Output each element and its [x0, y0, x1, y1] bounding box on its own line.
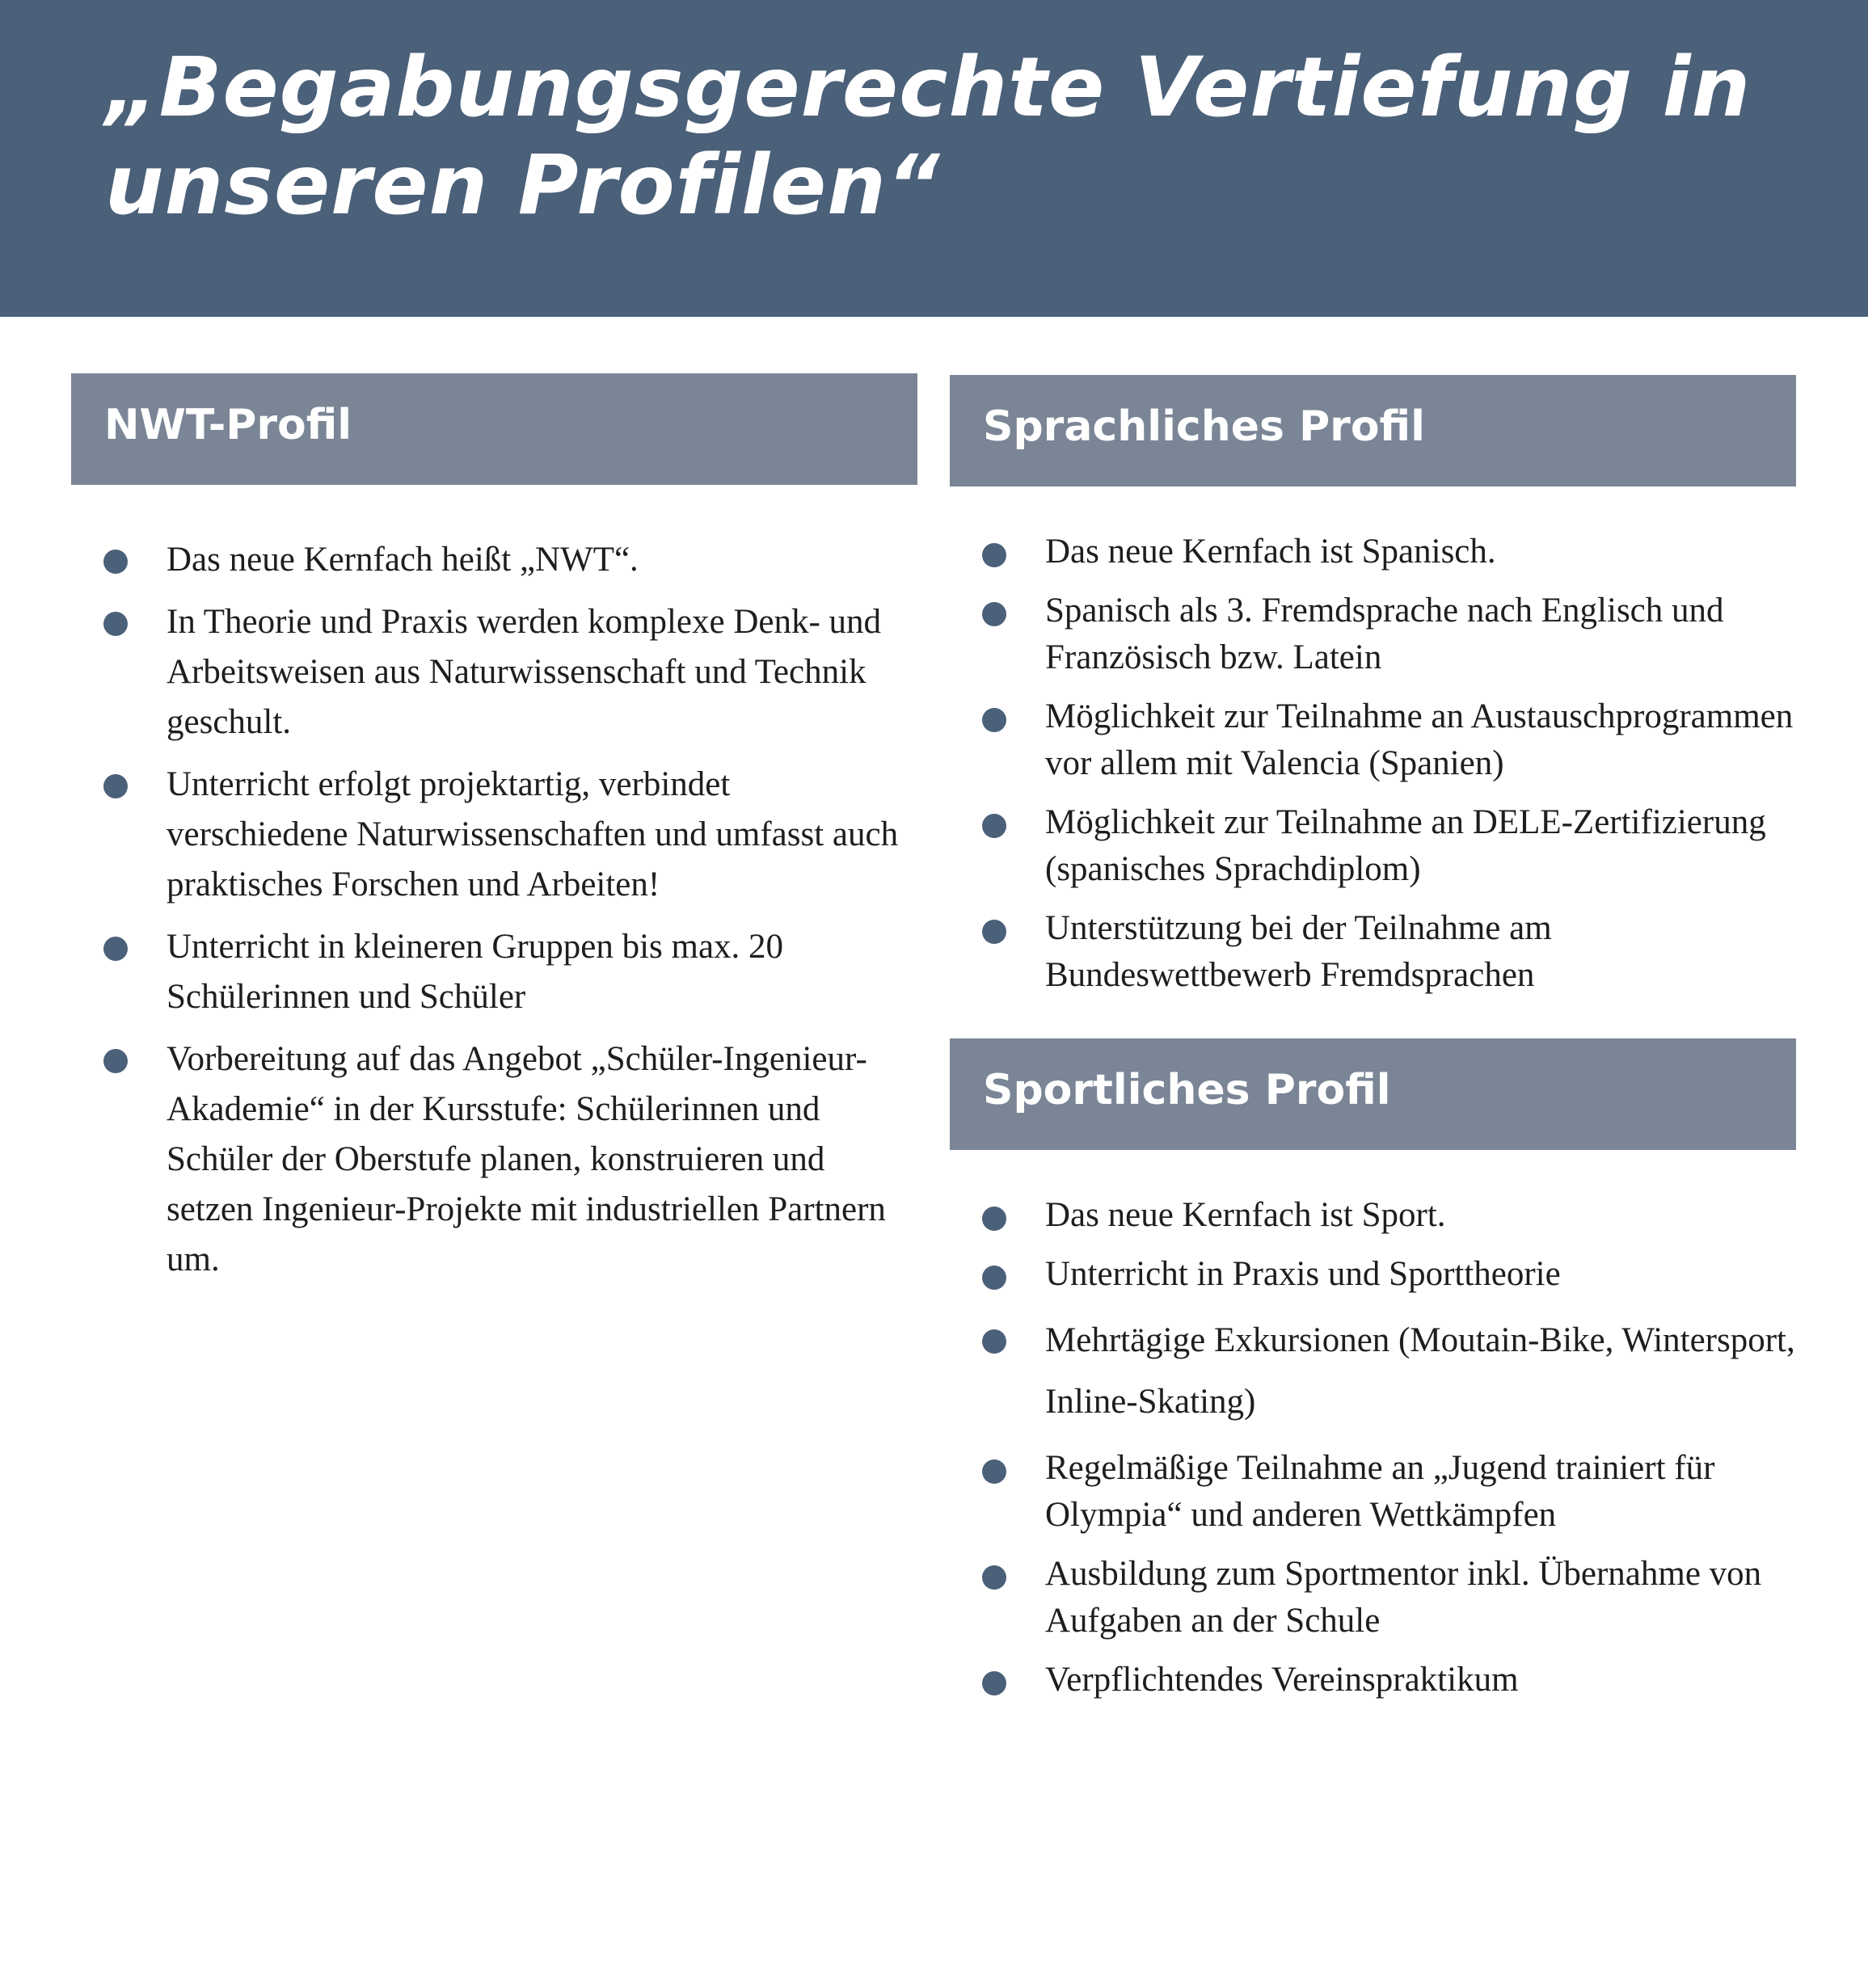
bullet-icon	[982, 708, 1006, 732]
section-title-sportlich: Sportliches Profil	[983, 1066, 1391, 1114]
bullet-icon	[982, 543, 1006, 567]
bullet-icon	[103, 612, 128, 636]
list-item	[982, 1445, 1796, 1539]
bullet-icon	[103, 1049, 128, 1073]
section-header-sprachlich	[950, 375, 1796, 486]
list-item	[103, 922, 917, 1022]
list-item	[103, 760, 917, 910]
bullet-icon	[103, 774, 128, 798]
list-item	[982, 1657, 1796, 1704]
bullet-icon	[982, 814, 1006, 838]
bullet-list-nwt	[103, 535, 917, 1297]
bullet-icon	[103, 550, 128, 574]
section-title-sprachlich: Sprachliches Profil	[983, 402, 1425, 451]
header-band	[0, 0, 1868, 317]
list-item	[982, 588, 1796, 681]
bullet-icon	[982, 1565, 1006, 1590]
bullet-icon	[982, 1459, 1006, 1484]
list-item	[982, 799, 1796, 893]
bullet-icon	[982, 1329, 1006, 1354]
bullet-list-sportlich	[982, 1192, 1796, 1716]
list-item-text: Vorbereitung auf das Angebot „Schüler-Ingenieur-Akademie“ in der Kursstufe: Schülerinnen und Schüler der Oberstufe planen, konstruieren und setzen Ingenieur-Projekte mit industriellen Partnern um.	[167, 1040, 886, 1278]
list-item	[982, 905, 1796, 999]
bullet-icon	[103, 937, 128, 961]
list-item-text: Verpflichtendes Vereinspraktikum	[1045, 1661, 1519, 1699]
list-item-text: Mehrtägige Exkursionen (Moutain-Bike, Wintersport, Inline-Skating)	[1045, 1321, 1795, 1421]
list-item-text: Möglichkeit zur Teilnahme an Austauschprogrammen vor allem mit Valencia (Spanien)	[1045, 697, 1794, 782]
list-item-text: In Theorie und Praxis werden komplexe Denk- und Arbeitsweisen aus Naturwissenschaft und Technik geschult.	[167, 603, 882, 741]
list-item-text: Das neue Kernfach ist Sport.	[1045, 1196, 1446, 1234]
list-item-text: Das neue Kernfach ist Spanisch.	[1045, 533, 1496, 571]
section-sportliches-profil	[950, 1038, 1796, 1806]
list-item-text: Regelmäßige Teilnahme an „Jugend trainiert für Olympia“ und anderen Wettkämpfen	[1045, 1449, 1715, 1534]
list-item	[982, 1551, 1796, 1645]
bullet-icon	[982, 1671, 1006, 1695]
section-nwt-profil	[71, 373, 917, 1343]
list-item-text: Möglichkeit zur Teilnahme an DELE-Zertifizierung (spanisches Sprachdiplom)	[1045, 803, 1766, 888]
list-item-text: Spanisch als 3. Fremdsprache nach Englisch und Französisch bzw. Latein	[1045, 592, 1724, 676]
list-item	[982, 529, 1796, 575]
list-item-text: Unterricht erfolgt projektartig, verbindet verschiedene Naturwissenschaften und umfasst auch praktisches Forschen und Arbeiten!	[167, 765, 899, 903]
section-sprachliches-profil	[950, 375, 1796, 1021]
list-item	[103, 1034, 917, 1285]
list-item-text: Das neue Kernfach heißt „NWT“.	[167, 541, 639, 579]
list-item	[982, 1310, 1796, 1433]
section-header-sportlich	[950, 1038, 1796, 1150]
list-item	[982, 1251, 1796, 1298]
list-item	[103, 535, 917, 585]
list-item-text: Unterricht in kleineren Gruppen bis max. 20 Schülerinnen und Schüler	[167, 928, 784, 1016]
page-title: „Begabungsgerechte Vertiefung in unseren Profilen“	[105, 40, 1752, 234]
bullet-icon	[982, 920, 1006, 944]
bullet-icon	[982, 1266, 1006, 1290]
list-item-text: Unterricht in Praxis und Sporttheorie	[1045, 1255, 1561, 1293]
list-item-text: Unterstützung bei der Teilnahme am Bundeswettbewerb Fremdsprachen	[1045, 909, 1552, 994]
list-item	[982, 693, 1796, 787]
bullet-icon	[982, 1207, 1006, 1231]
bullet-list-sprachlich	[982, 529, 1796, 1011]
bullet-icon	[982, 602, 1006, 626]
list-item	[982, 1192, 1796, 1239]
section-title-nwt: NWT-Profil	[104, 401, 352, 449]
list-item	[103, 597, 917, 748]
section-header-nwt	[71, 373, 917, 485]
list-item-text: Ausbildung zum Sportmentor inkl. Übernahme von Aufgaben an der Schule	[1045, 1555, 1762, 1640]
